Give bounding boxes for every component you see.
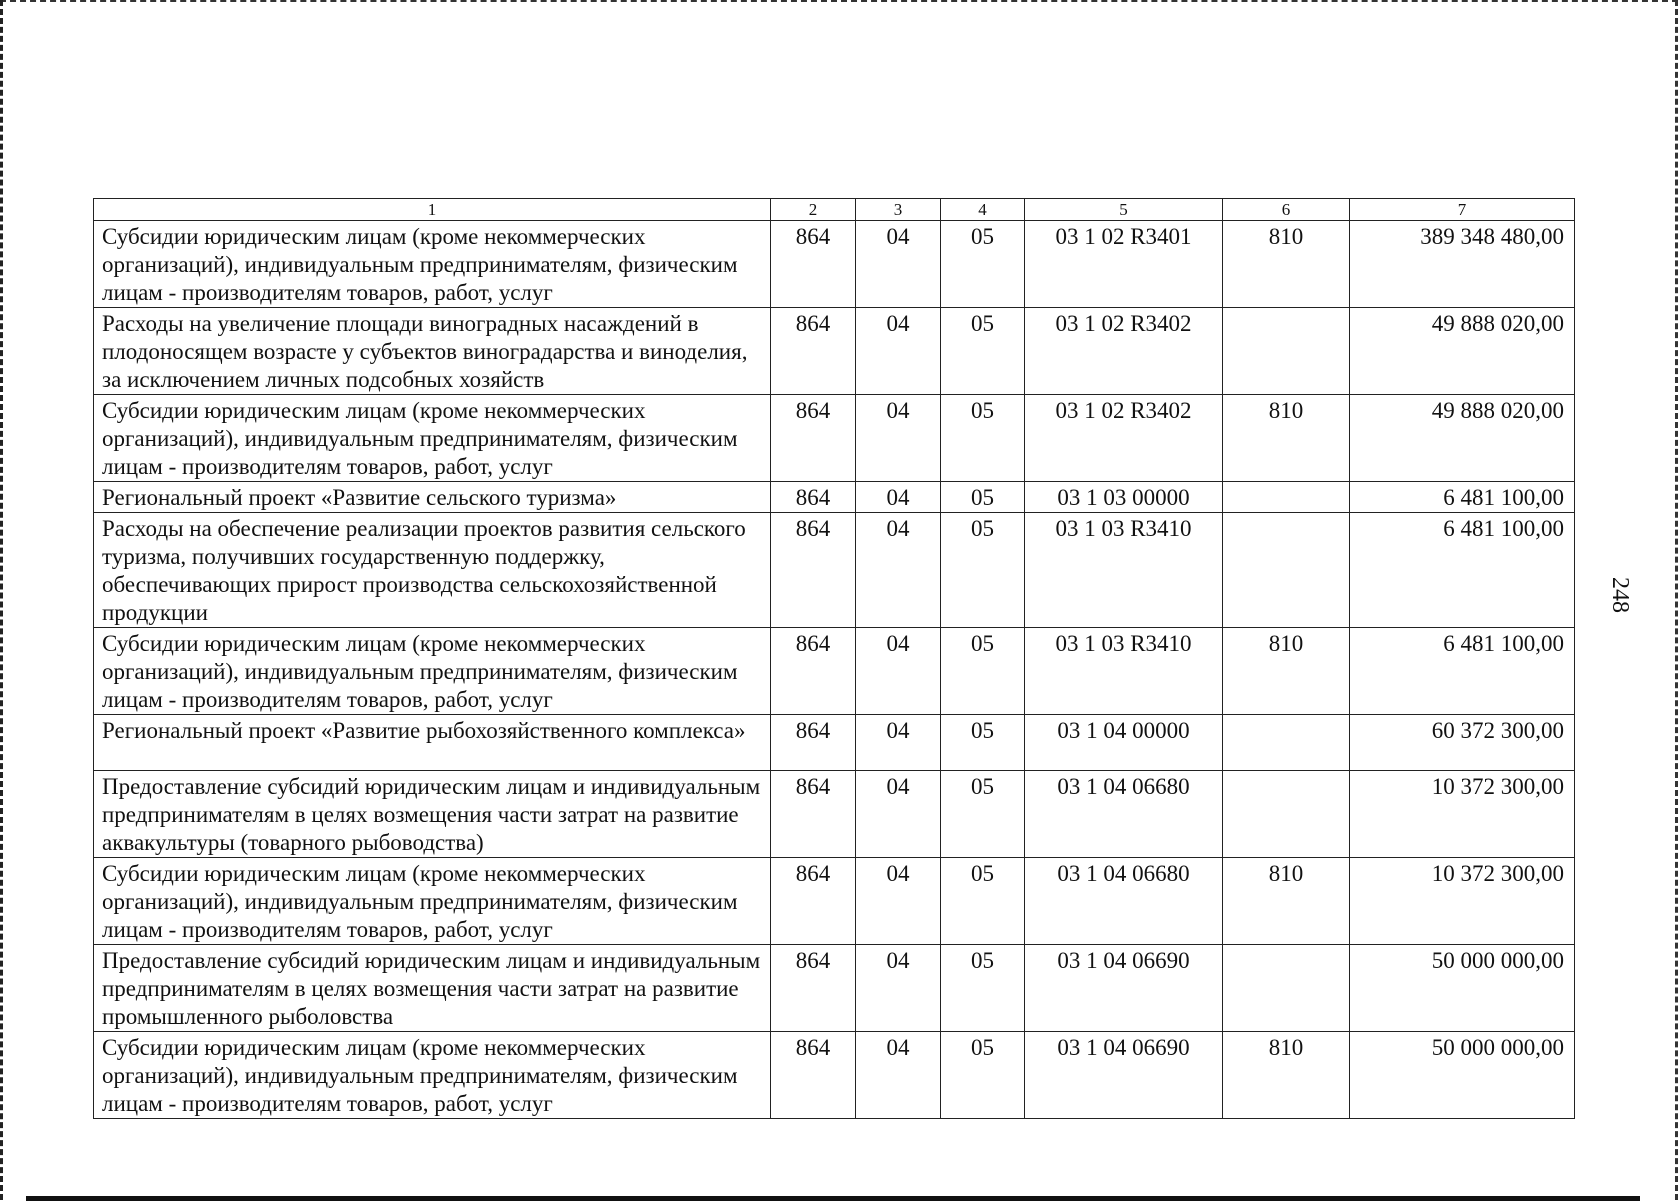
- row-amount: 49 888 020,00: [1350, 395, 1575, 482]
- row-code-3: 04: [856, 771, 941, 858]
- row-code-3: 04: [856, 858, 941, 945]
- row-code-6: 810: [1223, 221, 1350, 308]
- row-code-3: 04: [856, 482, 941, 513]
- row-code-3: 04: [856, 715, 941, 771]
- row-code-3: 04: [856, 308, 941, 395]
- row-amount: 389 348 480,00: [1350, 221, 1575, 308]
- row-code-3: 04: [856, 513, 941, 628]
- row-description: Расходы на увеличение площади виноградных насаждений в плодоносящем возрасте у субъектов виноградарства и виноделия, за исключением личных подсобных хозяйств: [94, 308, 771, 395]
- page-number: 248: [1607, 577, 1633, 613]
- row-code-6: [1223, 945, 1350, 1032]
- header-cell: 1: [94, 199, 771, 221]
- row-code-5: 03 1 02 R3402: [1025, 308, 1223, 395]
- row-code-4: 05: [941, 482, 1025, 513]
- header-cell: 6: [1223, 199, 1350, 221]
- budget-table: [93, 198, 1575, 1119]
- row-code-6: [1223, 513, 1350, 628]
- row-code-4: 05: [941, 628, 1025, 715]
- table-row: [94, 945, 1575, 1032]
- table-row: [94, 1032, 1575, 1119]
- row-description: Региональный проект «Развитие сельского туризма»: [94, 482, 771, 513]
- row-code-2: 864: [771, 395, 856, 482]
- row-code-2: 864: [771, 513, 856, 628]
- row-code-2: 864: [771, 771, 856, 858]
- row-code-4: 05: [941, 715, 1025, 771]
- row-code-5: 03 1 04 06680: [1025, 858, 1223, 945]
- row-amount: 6 481 100,00: [1350, 628, 1575, 715]
- header-cell: 4: [941, 199, 1025, 221]
- row-code-6: 810: [1223, 395, 1350, 482]
- row-code-6: [1223, 308, 1350, 395]
- page-border-left: [0, 0, 3, 1200]
- row-amount: 10 372 300,00: [1350, 858, 1575, 945]
- row-amount: 49 888 020,00: [1350, 308, 1575, 395]
- row-code-6: [1223, 771, 1350, 858]
- table-row: [94, 858, 1575, 945]
- table-row: [94, 771, 1575, 858]
- row-amount: 60 372 300,00: [1350, 715, 1575, 771]
- page-border-top: [0, 0, 1678, 2]
- header-cell: 7: [1350, 199, 1575, 221]
- row-description: Субсидии юридическим лицам (кроме некоммерческих организаций), индивидуальным предпринимателям, физическим лицам - производителям товаров, работ, услуг: [94, 1032, 771, 1119]
- header-cell: 5: [1025, 199, 1223, 221]
- row-code-5: 03 1 03 R3410: [1025, 628, 1223, 715]
- row-code-3: 04: [856, 628, 941, 715]
- row-description: Субсидии юридическим лицам (кроме некоммерческих организаций), индивидуальным предпринимателям, физическим лицам - производителям товаров, работ, услуг: [94, 858, 771, 945]
- row-code-5: 03 1 02 R3402: [1025, 395, 1223, 482]
- row-code-6: 810: [1223, 858, 1350, 945]
- row-amount: 50 000 000,00: [1350, 945, 1575, 1032]
- row-code-3: 04: [856, 221, 941, 308]
- row-code-2: 864: [771, 482, 856, 513]
- row-amount: 6 481 100,00: [1350, 513, 1575, 628]
- row-code-4: 05: [941, 395, 1025, 482]
- row-description: Региональный проект «Развитие рыбохозяйственного комплекса»: [94, 715, 771, 771]
- table-row: [94, 308, 1575, 395]
- row-code-4: 05: [941, 945, 1025, 1032]
- row-amount: 6 481 100,00: [1350, 482, 1575, 513]
- row-code-6: 810: [1223, 1032, 1350, 1119]
- row-code-6: [1223, 482, 1350, 513]
- row-code-5: 03 1 03 00000: [1025, 482, 1223, 513]
- row-code-4: 05: [941, 308, 1025, 395]
- row-code-2: 864: [771, 945, 856, 1032]
- row-description: Предоставление субсидий юридическим лицам и индивидуальным предпринимателям в целях возмещения части затрат на развитие промышленного рыболовства: [94, 945, 771, 1032]
- row-code-5: 03 1 04 06680: [1025, 771, 1223, 858]
- row-code-2: 864: [771, 628, 856, 715]
- row-code-5: 03 1 04 06690: [1025, 945, 1223, 1032]
- row-code-4: 05: [941, 221, 1025, 308]
- table-row: [94, 513, 1575, 628]
- row-code-4: 05: [941, 771, 1025, 858]
- row-code-6: 810: [1223, 628, 1350, 715]
- row-code-2: 864: [771, 715, 856, 771]
- row-code-2: 864: [771, 1032, 856, 1119]
- row-code-3: 04: [856, 395, 941, 482]
- row-code-2: 864: [771, 858, 856, 945]
- row-code-3: 04: [856, 945, 941, 1032]
- table-row: [94, 221, 1575, 308]
- row-code-5: 03 1 04 00000: [1025, 715, 1223, 771]
- row-code-5: 03 1 04 06690: [1025, 1032, 1223, 1119]
- row-code-6: [1223, 715, 1350, 771]
- table-row: [94, 628, 1575, 715]
- row-code-5: 03 1 03 R3410: [1025, 513, 1223, 628]
- table-header-row: [94, 199, 1575, 221]
- row-code-4: 05: [941, 513, 1025, 628]
- row-code-3: 04: [856, 1032, 941, 1119]
- header-cell: 3: [856, 199, 941, 221]
- row-code-2: 864: [771, 221, 856, 308]
- table-row: [94, 482, 1575, 513]
- row-description: Субсидии юридическим лицам (кроме некоммерческих организаций), индивидуальным предпринимателям, физическим лицам - производителям товаров, работ, услуг: [94, 395, 771, 482]
- row-description: Расходы на обеспечение реализации проектов развития сельского туризма, получивших государственную поддержку, обеспечивающих прирост производства сельскохозяйственной продукции: [94, 513, 771, 628]
- row-code-2: 864: [771, 308, 856, 395]
- row-code-5: 03 1 02 R3401: [1025, 221, 1223, 308]
- header-cell: 2: [771, 199, 856, 221]
- table-row: [94, 715, 1575, 771]
- row-code-4: 05: [941, 858, 1025, 945]
- table-row: [94, 395, 1575, 482]
- row-description: Предоставление субсидий юридическим лицам и индивидуальным предпринимателям в целях возмещения части затрат на развитие аквакультуры (товарного рыбоводства): [94, 771, 771, 858]
- page-border-bottom: [26, 1196, 1640, 1201]
- row-amount: 50 000 000,00: [1350, 1032, 1575, 1119]
- row-description: Субсидии юридическим лицам (кроме некоммерческих организаций), индивидуальным предпринимателям, физическим лицам - производителям товаров, работ, услуг: [94, 221, 771, 308]
- row-code-4: 05: [941, 1032, 1025, 1119]
- row-amount: 10 372 300,00: [1350, 771, 1575, 858]
- row-description: Субсидии юридическим лицам (кроме некоммерческих организаций), индивидуальным предпринимателям, физическим лицам - производителям товаров, работ, услуг: [94, 628, 771, 715]
